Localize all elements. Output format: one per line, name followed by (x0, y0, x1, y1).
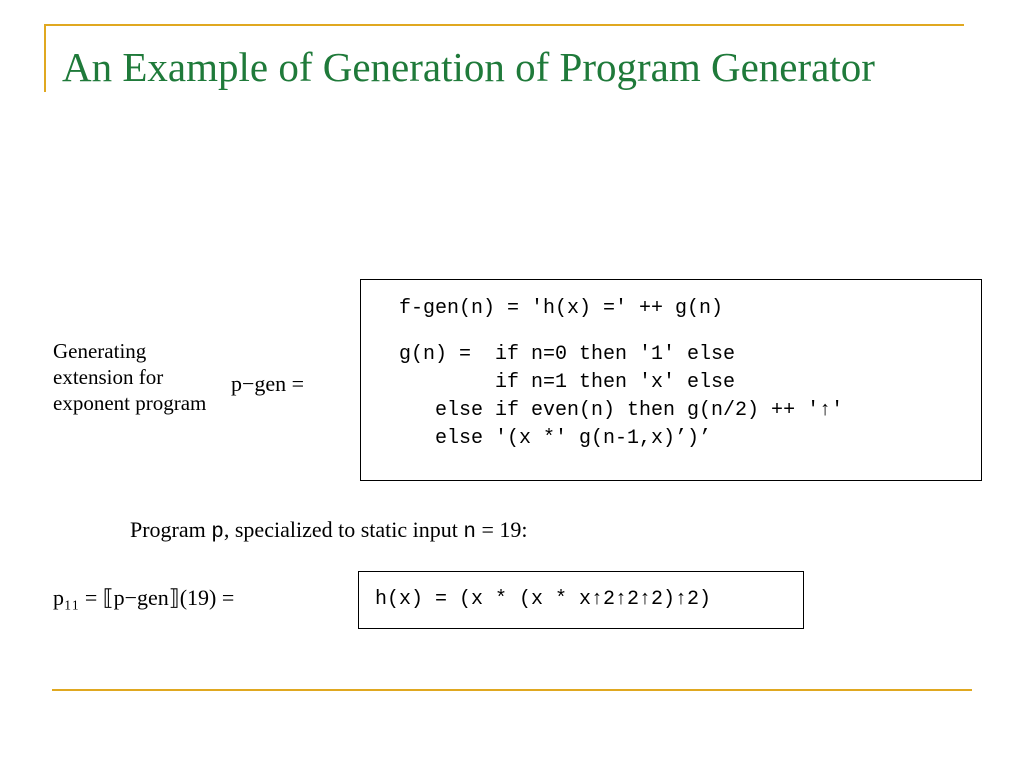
caption-prefix: Program (130, 517, 212, 542)
top-rule (44, 24, 964, 26)
code-line-n1: if n=1 then ′x′ else (399, 371, 736, 394)
slide-title: An Example of Generation of Program Generator (62, 44, 875, 90)
left-rule (44, 24, 46, 92)
pgen-equation: p−gen = (231, 371, 305, 396)
code-line-g-def: g(n) = if n=0 then ′1′ else (399, 343, 736, 366)
caption-suffix: = 19: (475, 517, 528, 542)
result-code-box (358, 571, 804, 629)
caption-input-n: n (463, 521, 476, 544)
code-line-even: else if even(n) then g(n/2) ++ ′↑′ (399, 399, 844, 422)
specialization-caption (130, 516, 528, 547)
code-line-fgen: f-gen(n) = ′h(x) =′ ++ g(n) (399, 297, 724, 320)
generating-extension-label: Generating extension for exponent program (53, 339, 207, 415)
code-line-else: else ′(x *′ g(n-1,x)’)’ (399, 427, 712, 450)
bottom-rule (52, 689, 972, 691)
caption-program-p: p (211, 521, 224, 544)
p11-equation: p₁₁ = ⟦p−gen⟧(19) = (53, 585, 235, 610)
result-code-line: h(x) = (x * (x * x↑2↑2↑2)↑2) (375, 588, 712, 611)
pgen-code-box (360, 279, 982, 481)
caption-middle: , specialized to static input (223, 517, 464, 542)
